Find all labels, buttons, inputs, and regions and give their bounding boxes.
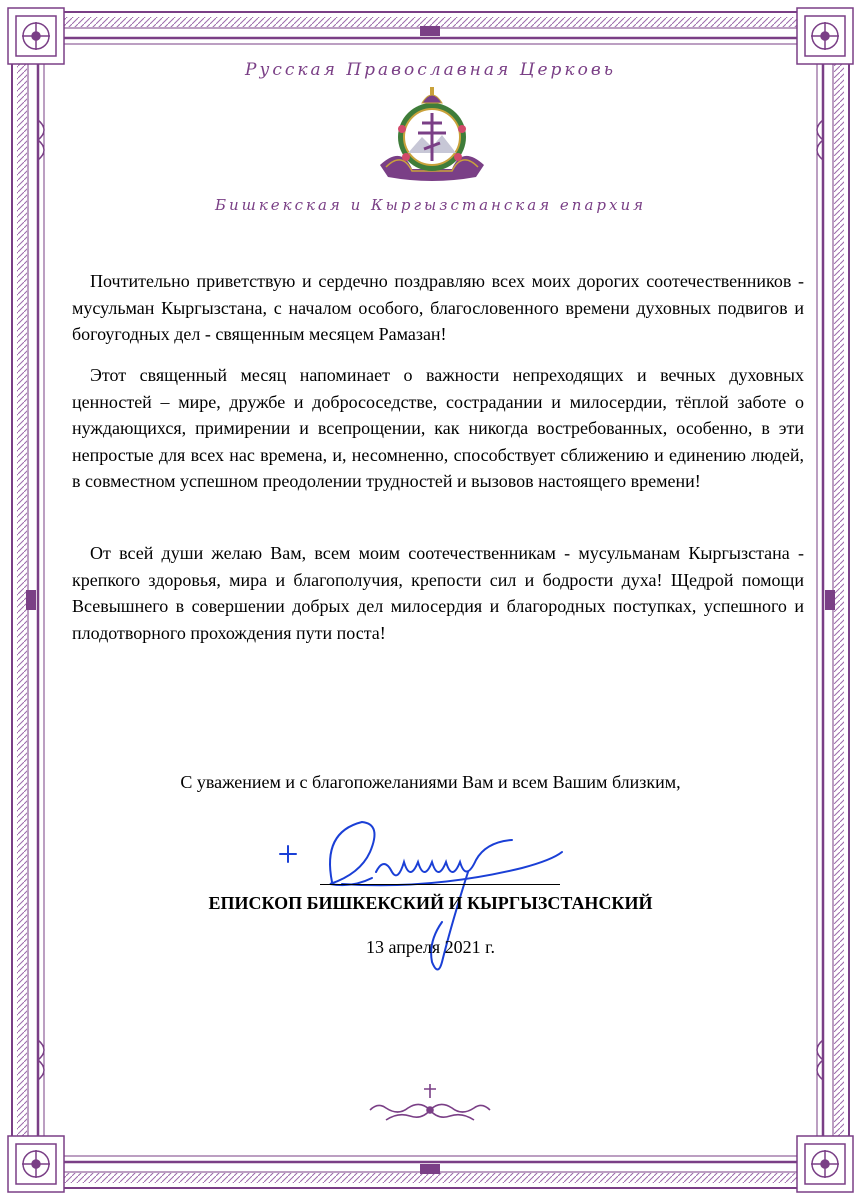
letter-paragraph-2 [72,362,804,495]
signature-line [320,884,560,885]
paragraph-text: Этот священный месяц напоминает о важности непреходящих и вечных духовных ценностей – мире, дружбе и добрососедстве, сострадании и милосердии, тёплой заботе о нуждающихся, примирении и всепрощении, как никогда востребованных, особенно, в эти непростые для всех нас времена, и, несомненно, способствует сближению и единению людей, в совместном успешном преодолении трудностей и вызовов настоящего времени! [72,365,804,491]
bottom-ornament-icon [365,1080,495,1130]
church-name: Русская Православная Церковь [245,60,616,80]
paragraph-text: Почтительно приветствую и сердечно поздравляю всех моих дорогих соотечественников - мусульман Кыргызстана, с началом особого, благословенного времени духовных подвигов и богоугодных дел - священным месяцем Рамазан! [72,271,804,344]
paragraph-text: От всей души желаю Вам, всем моим соотечественникам - мусульманам Кыргызстана - крепкого здоровья, мира и благополучия, крепости сил и бодрости духа! Щедрой помощи Всевышнего в совершении добрых дел милосердия и благородных поступках, успешного и плодотворного прохождения пути поста! [72,543,804,643]
eparchy-name: Бишкекская и Кыргызстанская епархия [214,196,647,214]
closing-salutation: С уважением и с благопожеланиями Вам и всем Вашим близким, [180,772,681,792]
letter-paragraph-1 [72,268,804,348]
signatory-title: ЕПИСКОП БИШКЕКСКИЙ И КЫРГЫЗСТАНСКИЙ [208,893,653,913]
letter-paragraph-3 [72,540,804,646]
eparchy-emblem-icon [372,85,492,195]
letter-date: 13 апреля 2021 г. [366,937,495,957]
